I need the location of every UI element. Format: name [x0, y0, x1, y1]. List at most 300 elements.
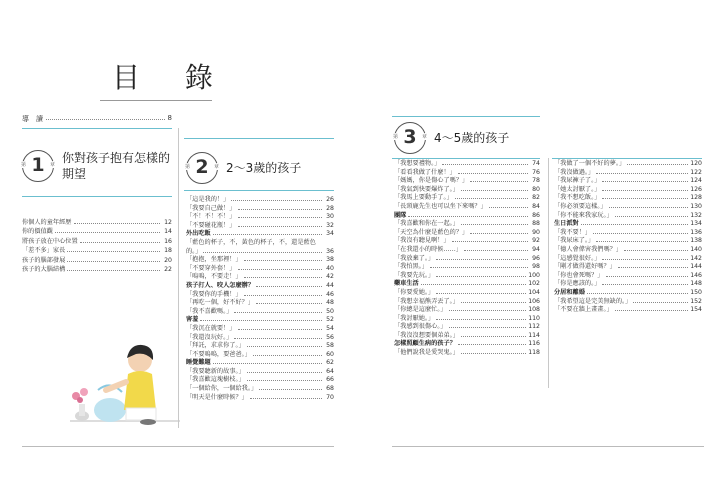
- toc-entry-title: 「不要嗚嗚，要爸爸。」: [186, 350, 251, 358]
- dot-leader: [408, 212, 528, 217]
- toc-entry[interactable]: [554, 255, 702, 264]
- toc-entry-page: 12: [164, 219, 172, 226]
- toc-entry[interactable]: [394, 315, 540, 324]
- toc-entry[interactable]: [394, 263, 540, 272]
- dot-leader: [602, 186, 688, 191]
- dot-leader: [452, 237, 528, 242]
- dot-leader: [244, 291, 322, 296]
- toc-entry-title: 「我馬上要動手了。」: [394, 194, 453, 202]
- dot-leader: [470, 177, 528, 182]
- dot-leader: [247, 368, 322, 373]
- toc-entry[interactable]: [394, 203, 540, 212]
- chapter2-toc: [186, 196, 334, 402]
- dot-leader: [602, 177, 688, 182]
- dot-leader: [464, 246, 528, 251]
- toc-entry-page: 140: [690, 245, 702, 253]
- dot-leader: [247, 342, 322, 347]
- dot-leader: [80, 238, 160, 243]
- toc-entry-title: 團隊: [394, 211, 407, 219]
- toc-entry-title: 外出吃飯: [186, 230, 211, 238]
- dot-leader: [596, 169, 688, 174]
- toc-entry-page: 150: [690, 288, 702, 296]
- toc-entry-page: 102: [528, 280, 540, 288]
- page-bottom-rule: [22, 446, 334, 447]
- toc-entry-title: 「我喜歡和你在一起。」: [394, 220, 459, 228]
- dot-leader: [458, 340, 526, 345]
- dot-leader: [55, 228, 160, 233]
- toc-entry-title: 「長頸鹿先生也可以坐下來嗎？」: [394, 202, 487, 210]
- toc-entry-page: 122: [690, 168, 702, 176]
- toc-entry[interactable]: [554, 169, 702, 178]
- chapter2-badge: 第 2 章: [186, 152, 218, 184]
- toc-entry-page: 68: [326, 385, 334, 393]
- toc-entry-title: 「這是我的！」: [186, 196, 230, 203]
- toc-entry-page: 50: [326, 307, 334, 315]
- toc-entry[interactable]: [554, 280, 702, 289]
- dot-leader: [238, 265, 323, 270]
- toc-entry-page: 32: [326, 221, 334, 229]
- dot-leader: [593, 229, 688, 234]
- dot-leader: [213, 230, 322, 235]
- toc-entry[interactable]: [394, 169, 540, 178]
- toc-entry-page: 94: [532, 245, 540, 253]
- divider: [184, 138, 334, 139]
- toc-entry-page: 82: [532, 194, 540, 202]
- toc-section[interactable]: [186, 316, 334, 325]
- toc-entry-page: 84: [532, 202, 540, 210]
- toc-entry[interactable]: [394, 177, 540, 186]
- dot-leader: [253, 351, 322, 356]
- divider: [552, 158, 702, 159]
- dot-leader: [455, 194, 528, 199]
- toc-entry-page: 128: [690, 194, 702, 202]
- page-bottom-rule: [392, 446, 704, 447]
- toc-entry-page: 114: [528, 331, 540, 339]
- toc-entry-title: 「我氣到快要爆炸了。」: [394, 185, 459, 193]
- dot-leader: [470, 229, 528, 234]
- toc-entry-title: 孩子的腦部發展: [22, 256, 66, 264]
- toc-entry[interactable]: [186, 299, 334, 308]
- toc-entry[interactable]: [554, 212, 702, 221]
- toc-entry-title: 「德人會偉害我們嗎？」: [554, 245, 623, 253]
- dot-leader: [250, 394, 322, 399]
- toc-entry-title: 分居和離婚: [554, 288, 585, 296]
- toc-entry-title: 「我尿褲子了。」: [554, 177, 601, 185]
- toc-entry[interactable]: [186, 239, 334, 248]
- toc-entry-title: 將孩子放在中心位置: [22, 237, 78, 245]
- page-title: 目 錄: [112, 61, 231, 94]
- toc-entry[interactable]: [186, 394, 334, 403]
- toc-entry-title: 「我沒有聽見啊！」: [394, 237, 450, 245]
- toc-entry-page: 98: [532, 263, 540, 271]
- toc-entry[interactable]: [22, 265, 172, 274]
- column-divider: [178, 128, 179, 428]
- toc-entry-title: 「不要碰花瓶！」: [186, 221, 236, 229]
- divider: [22, 196, 172, 197]
- dot-leader: [430, 263, 528, 268]
- chapter2-title: 2～3歲的孩子: [226, 161, 302, 175]
- toc-entry-title: 「我沒沒想要個弟弟。」: [394, 331, 459, 339]
- toc-entry-page: 64: [326, 367, 334, 375]
- toc-entry-title: 「他們說我是愛哭鬼。」: [394, 349, 459, 357]
- toc-entry-title: 「你也會死嗎？」: [554, 271, 604, 279]
- dot-leader: [436, 315, 526, 320]
- column-divider: [548, 158, 549, 388]
- toc-entry-page: 48: [326, 299, 334, 307]
- dot-leader: [461, 220, 528, 225]
- toc-entry-page: 28: [326, 204, 334, 212]
- dot-leader: [203, 248, 322, 253]
- toc-entry[interactable]: [554, 263, 702, 272]
- chapter1-title: 你對孩子抱有怎樣的 期望: [62, 151, 171, 181]
- dot-leader: [256, 299, 322, 304]
- dot-leader: [67, 266, 160, 271]
- toc-entry-title: 「我感到很傷心。」: [394, 323, 447, 331]
- toc-entry-page: 30: [326, 213, 334, 221]
- dot-leader: [458, 169, 528, 174]
- dot-leader: [461, 186, 528, 191]
- chapter2-heading: [186, 152, 301, 184]
- intro-page: 8: [167, 114, 172, 122]
- toc-entry-title: 生日派對: [554, 220, 579, 228]
- toc-entry-title: 「不要在牆上畫畫。」: [554, 306, 613, 314]
- toc-entry[interactable]: [186, 351, 334, 360]
- toc-entry[interactable]: [394, 255, 540, 264]
- dot-leader: [231, 196, 322, 201]
- toc-entry[interactable]: [394, 323, 540, 332]
- toc-entry-title: 「我喜歡這塊樹枝。」: [186, 376, 245, 384]
- toc-entry-page: 88: [532, 220, 540, 228]
- toc-entry[interactable]: [186, 196, 334, 205]
- toc-entry[interactable]: [186, 376, 334, 385]
- dot-leader: [606, 272, 689, 277]
- toc-section[interactable]: [394, 212, 540, 221]
- toc-entry-title: 「剛才做得還好嗎？」: [554, 263, 616, 271]
- toc-entry[interactable]: [554, 160, 702, 169]
- toc-entry-page: 90: [532, 228, 540, 236]
- toc-entry-page: 154: [690, 306, 702, 314]
- toc-entry-page: 14: [164, 228, 172, 236]
- title-underline: [100, 100, 212, 101]
- toc-entry-page: 104: [528, 288, 540, 296]
- toc-section[interactable]: [186, 282, 334, 291]
- toc-entry-page: 108: [528, 306, 540, 314]
- intro-label: 導 讀: [22, 115, 43, 123]
- toc-entry-page: 56: [326, 333, 334, 341]
- dot-leader: [67, 247, 160, 252]
- toc-entry-title: 「我沉在就要！」: [186, 324, 236, 332]
- toc-entry[interactable]: [394, 237, 540, 246]
- dot-leader: [609, 203, 689, 208]
- toc-entry-page: 152: [690, 297, 702, 305]
- toc-entry-page: 22: [164, 266, 172, 274]
- toc-entry-title: 「我還沒玩好。」: [186, 333, 233, 341]
- toc-entry-page: 130: [690, 202, 702, 210]
- toc-entry[interactable]: [394, 220, 540, 229]
- toc-entry-page: 34: [326, 230, 334, 238]
- toc-entry-page: 142: [690, 254, 702, 262]
- dot-leader: [67, 257, 160, 262]
- divider: [184, 190, 334, 191]
- toc-entry-title: 你的價值觀: [22, 228, 53, 236]
- dot-leader: [74, 219, 161, 224]
- dot-leader: [238, 325, 323, 330]
- dot-leader: [461, 332, 526, 337]
- toc-entry-title: 的。」: [186, 247, 202, 255]
- dot-leader: [461, 349, 526, 354]
- chapter1-badge: 第 1 章: [22, 150, 54, 182]
- toc-entry-title: 「不！不！不！」: [186, 213, 236, 221]
- toc-entry[interactable]: [22, 256, 172, 265]
- toc-entry[interactable]: [394, 246, 540, 255]
- divider: [392, 116, 540, 117]
- toc-entry[interactable]: [394, 194, 540, 203]
- toc-entry[interactable]: [22, 227, 172, 236]
- toc-entry[interactable]: [554, 177, 702, 186]
- toc-entry-page: 52: [326, 316, 334, 324]
- dot-leader: [624, 246, 688, 251]
- toc-entry-page: 62: [326, 359, 334, 367]
- toc-entry-page: 146: [690, 271, 702, 279]
- toc-section[interactable]: [394, 280, 540, 289]
- dot-leader: [449, 323, 527, 328]
- toc-entry-title: 「我怕黑。」: [394, 263, 429, 271]
- toc-entry-page: 106: [528, 297, 540, 305]
- toc-entry-title: 怎樣照顧生病的孩子？: [394, 340, 456, 348]
- toc-entry-title: 「明天是什麼時候？」: [186, 393, 248, 401]
- toc-entry[interactable]: [394, 306, 540, 315]
- toc-entry-title: 「抱抱，坐那裡！」: [186, 256, 242, 264]
- toc-entry-page: 20: [164, 256, 172, 264]
- dot-leader: [602, 194, 688, 199]
- toc-entry-page: 132: [690, 211, 702, 219]
- toc-entry-page: 138: [690, 237, 702, 245]
- toc-entry[interactable]: [186, 385, 334, 394]
- toc-entry-title: 「在我還小的時候……」: [394, 245, 463, 253]
- toc-entry-title: 「嗚嗚，不要走！」: [186, 273, 242, 281]
- toc-entry-title: 「我尿床了。」: [554, 237, 595, 245]
- toc-entry-page: 40: [326, 264, 334, 272]
- toc-section[interactable]: [554, 220, 702, 229]
- toc-entry-title: 害羞: [186, 316, 199, 324]
- toc-entry-page: 38: [326, 256, 334, 264]
- child-illustration: [70, 330, 180, 430]
- toc-entry[interactable]: [186, 273, 334, 282]
- dot-leader: [587, 289, 688, 294]
- divider: [22, 128, 172, 129]
- toc-entry-title: 孩子的大腦結構: [22, 266, 66, 274]
- toc-section[interactable]: [186, 230, 334, 239]
- toc-entry-page: 70: [326, 393, 334, 401]
- dot-leader: [602, 255, 688, 260]
- toc-entry-title: 「拜託，求求你了。」: [186, 342, 245, 350]
- dot-leader: [442, 160, 528, 165]
- toc-entry-page: 44: [326, 281, 334, 289]
- toc-entry[interactable]: [186, 248, 334, 257]
- dot-leader: [627, 160, 688, 165]
- toc-entry-title: 「她太討厭了。」: [554, 185, 601, 193]
- intro-row[interactable]: [22, 114, 172, 124]
- dot-leader: [247, 376, 322, 381]
- dot-leader: [615, 306, 688, 311]
- chapter1-heading: [22, 150, 170, 182]
- toc-entry-page: 134: [690, 220, 702, 228]
- toc-entry-page: 78: [532, 177, 540, 185]
- dot-leader: [489, 203, 528, 208]
- toc-entry-title: 「一個給你，一個給我。」: [186, 385, 258, 393]
- dot-leader: [244, 273, 322, 278]
- dot-leader: [259, 385, 322, 390]
- toc-entry-title: 「我不喜歡嗎。」: [186, 307, 233, 315]
- dot-leader: [596, 237, 688, 242]
- toc-entry[interactable]: [186, 205, 334, 214]
- toc-entry-title: 「不要穿外套！」: [186, 264, 236, 272]
- dot-leader: [244, 256, 322, 261]
- toc-entry[interactable]: [394, 160, 540, 169]
- dot-leader: [633, 298, 688, 303]
- toc-entry[interactable]: [554, 203, 702, 212]
- toc-entry-page: 112: [528, 323, 540, 331]
- toc-entry-title: 「你總是這麼忙。」: [394, 306, 447, 314]
- toc-entry-page: 96: [532, 254, 540, 262]
- toc-entry-title: 「你必須要這樣。」: [554, 202, 607, 210]
- toc-entry-page: 126: [690, 185, 702, 193]
- toc-entry-page: 144: [690, 263, 702, 271]
- toc-entry-page: 66: [326, 376, 334, 384]
- dot-leader: [461, 298, 526, 303]
- dot-leader: [256, 282, 322, 287]
- toc-entry-page: 92: [532, 237, 540, 245]
- chapter3-toc-col2: [554, 160, 702, 315]
- toc-entry[interactable]: [22, 246, 172, 255]
- toc-entry-page: 26: [326, 196, 334, 203]
- toc-entry-title: 「你是應該的。」: [554, 280, 601, 288]
- toc-entry-title: 「我做了一個不好的夢。」: [554, 160, 626, 167]
- toc-entry-title: 「我討厭她。」: [394, 314, 435, 322]
- toc-entry-page: 124: [690, 177, 702, 185]
- toc-entry-page: 58: [326, 342, 334, 350]
- toc-entry-page: 60: [326, 350, 334, 358]
- dot-leader: [436, 255, 528, 260]
- dot-leader: [234, 308, 322, 313]
- chapter3-toc-col1: [394, 160, 540, 358]
- toc-entry-page: 136: [690, 228, 702, 236]
- toc-entry-title: 「再吃一個，好不好？」: [186, 299, 255, 307]
- toc-entry[interactable]: [394, 289, 540, 298]
- toc-entry[interactable]: [394, 298, 540, 307]
- chapter1-toc: [22, 218, 172, 274]
- toc-entry-title: 「我想幸福熊弄丟了。」: [394, 297, 459, 305]
- dot-leader: [46, 114, 165, 120]
- toc-entry-page: 18: [164, 247, 172, 255]
- toc-entry-title: 「天空為什麼是藍色的？」: [394, 228, 469, 236]
- toc-entry-title: 「差不多」家長: [22, 247, 66, 255]
- toc-entry-title: 「我要你的手機！」: [186, 290, 242, 298]
- dot-leader: [421, 280, 526, 285]
- toc-section[interactable]: [186, 359, 334, 368]
- toc-entry[interactable]: [186, 213, 334, 222]
- toc-entry[interactable]: [186, 334, 334, 343]
- toc-entry-page: 148: [690, 280, 702, 288]
- divider: [392, 158, 540, 159]
- toc-entry[interactable]: [554, 246, 702, 255]
- toc-entry[interactable]: [186, 291, 334, 300]
- toc-entry[interactable]: [554, 194, 702, 203]
- toc-entry-title: 藥車生活: [394, 280, 419, 288]
- toc-entry-title: 「我沒做過。」: [554, 168, 595, 176]
- toc-entry-page: 80: [532, 185, 540, 193]
- toc-entry[interactable]: [22, 218, 172, 227]
- toc-entry-title: 「媽媽，你是傷心了嗎？」: [394, 177, 469, 185]
- toc-entry-page: 76: [532, 168, 540, 176]
- toc-section[interactable]: [554, 289, 702, 298]
- dot-leader: [200, 316, 322, 321]
- toc-entry[interactable]: [186, 308, 334, 317]
- dot-leader: [436, 272, 526, 277]
- toc-entry[interactable]: [394, 349, 540, 358]
- toc-entry[interactable]: [186, 256, 334, 265]
- toc-entry-title: 「這感覺很好。」: [554, 254, 601, 262]
- toc-entry-page: 100: [528, 271, 540, 279]
- toc-entry-title: 「看看我做了什麼！」: [394, 168, 456, 176]
- dot-leader: [234, 334, 322, 339]
- dot-leader: [436, 289, 526, 294]
- toc-entry-page: 36: [326, 247, 334, 255]
- toc-entry-title: 「我要自己做！」: [186, 204, 236, 212]
- toc-entry-title: 「我不想吃飯。」: [554, 194, 601, 202]
- dot-leader: [602, 280, 688, 285]
- dot-leader: [618, 263, 688, 268]
- toc-section[interactable]: [394, 340, 540, 349]
- toc-entry-page: 110: [528, 314, 540, 322]
- dot-leader: [615, 212, 688, 217]
- toc-entry-page: 42: [326, 273, 334, 281]
- toc-entry-title: 「我要聽新的故事。」: [186, 367, 245, 375]
- chapter3-title: 4～5歲的孩子: [434, 131, 510, 145]
- toc-entry[interactable]: [186, 342, 334, 351]
- toc-entry-title: 「你不能來我家玩。」: [554, 211, 613, 219]
- chapter3-heading: [394, 122, 509, 154]
- toc-entry[interactable]: [554, 237, 702, 246]
- toc-entry[interactable]: [186, 325, 334, 334]
- toc-entry-title: 睡覺難題: [186, 359, 211, 367]
- toc-entry[interactable]: [554, 298, 702, 307]
- dot-leader: [449, 306, 527, 311]
- toc-entry-title: 「我想要禮物。」: [394, 160, 441, 167]
- toc-entry-title: 你個人的童年經歷: [22, 219, 72, 226]
- toc-entry-page: 86: [532, 211, 540, 219]
- toc-entry-title: 「我要先玩。」: [394, 271, 435, 279]
- toc-entry-title: 「藍色的杯子，不，黃色的杯子，不，還是藍色: [186, 238, 316, 246]
- toc-entry-page: 46: [326, 290, 334, 298]
- toc-entry-page: 120: [690, 160, 702, 167]
- toc-entry[interactable]: [22, 237, 172, 246]
- toc-entry-title: 「你要愛她。」: [394, 288, 435, 296]
- toc-entry[interactable]: [554, 306, 702, 315]
- dot-leader: [238, 222, 323, 227]
- toc-entry-title: 「我放棄了。」: [394, 254, 435, 262]
- toc-entry-title: 「我不要！」: [554, 228, 592, 236]
- dot-leader: [238, 205, 323, 210]
- toc-entry-page: 74: [532, 160, 540, 167]
- toc-entry-page: 16: [164, 237, 172, 245]
- toc-entry-page: 118: [528, 349, 540, 357]
- dot-leader: [581, 220, 688, 225]
- toc-entry-page: 116: [528, 340, 540, 348]
- toc-entry-title: 「我希望這是完美無缺的。」: [554, 297, 632, 305]
- toc-entry-title: 孩子打人、咬人怎麼辦？: [186, 281, 255, 289]
- dot-leader: [238, 213, 323, 218]
